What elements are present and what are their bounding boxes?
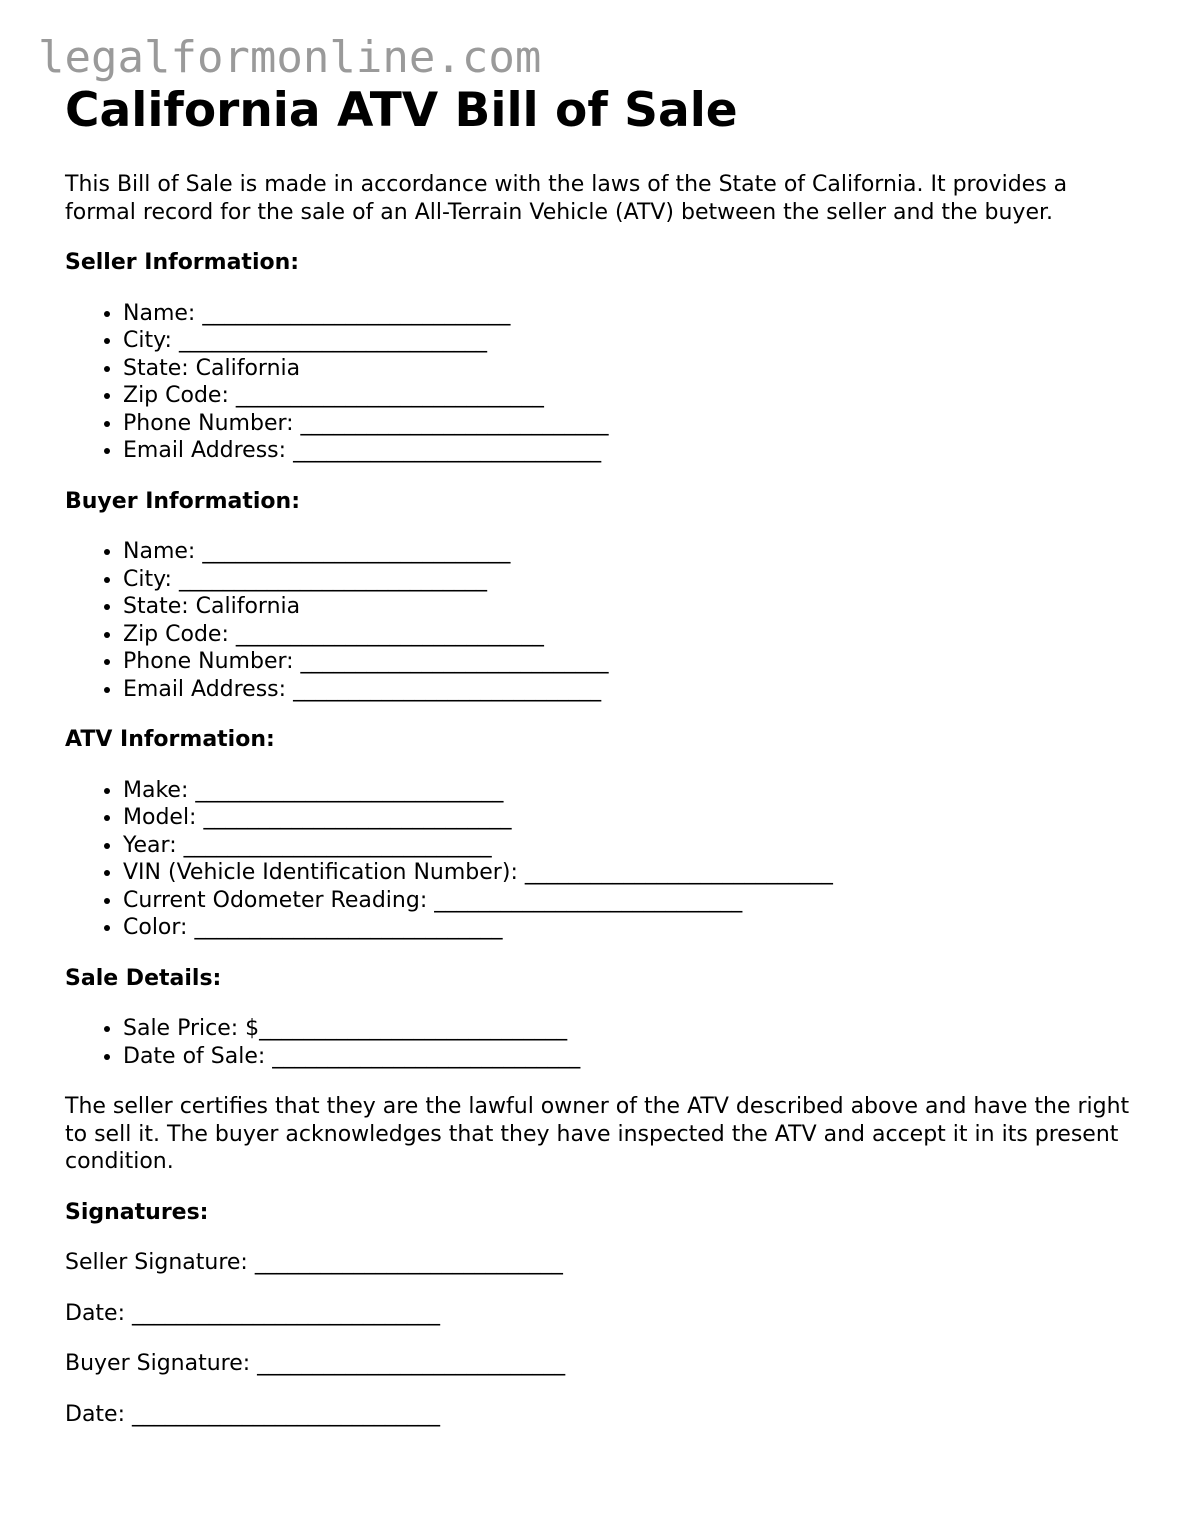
document-page bbox=[65, 82, 1135, 1428]
buyer-phone-field[interactable]: • Phone Number: ____________________________ bbox=[123, 648, 1135, 676]
atv-model-field[interactable]: • Model: ____________________________ bbox=[123, 804, 1135, 832]
atv-fields-list bbox=[65, 777, 1135, 942]
signatures-heading: Signatures: bbox=[65, 1199, 209, 1225]
seller-fields-list bbox=[65, 300, 1135, 465]
sale-fields-list bbox=[65, 1015, 1135, 1070]
buyer-signature-field[interactable]: Buyer Signature: ____________________________ bbox=[65, 1351, 566, 1376]
document-title: California ATV Bill of Sale bbox=[65, 83, 738, 138]
buyer-state-field: • State: California bbox=[123, 593, 1135, 621]
seller-zip-field[interactable]: • Zip Code: ____________________________ bbox=[123, 382, 1135, 410]
intro-paragraph: This Bill of Sale is made in accordance with the laws of the State of California. It provides a formal record for the sale of an All-Terrain Vehicle (ATV) between the seller and the buyer. bbox=[65, 172, 1068, 225]
seller-signature-date-field[interactable]: Date: ____________________________ bbox=[65, 1300, 440, 1326]
atv-make-field[interactable]: • Make: ____________________________ bbox=[123, 777, 1135, 805]
buyer-name-field[interactable]: • Name: ____________________________ bbox=[123, 538, 1135, 566]
buyer-city-field[interactable]: • City: ____________________________ bbox=[123, 566, 1135, 594]
buyer-zip-field[interactable]: • Zip Code: ____________________________ bbox=[123, 621, 1135, 649]
buyer-signature-date-field[interactable]: Date: ____________________________ bbox=[65, 1401, 440, 1427]
seller-name-field[interactable]: • Name: ____________________________ bbox=[123, 300, 1135, 328]
buyer-heading: Buyer Information: bbox=[65, 488, 300, 514]
buyer-fields-list bbox=[65, 538, 1135, 703]
seller-signature-field[interactable]: Seller Signature: ____________________________ bbox=[65, 1250, 563, 1275]
atv-color-field[interactable]: • Color: ____________________________ bbox=[123, 914, 1135, 942]
watermark-logo: legalformonline.com bbox=[38, 32, 542, 83]
atv-heading: ATV Information: bbox=[65, 727, 275, 752]
seller-heading: Seller Information: bbox=[65, 250, 300, 275]
seller-email-field[interactable]: • Email Address: ____________________________ bbox=[123, 437, 1135, 465]
atv-year-field[interactable]: • Year: ____________________________ bbox=[123, 832, 1135, 860]
seller-state-field: • State: California bbox=[123, 355, 1135, 383]
buyer-email-field[interactable]: • Email Address: ____________________________ bbox=[123, 676, 1135, 704]
atv-vin-field[interactable]: • VIN (Vehicle Identification Number): ____________________________ bbox=[123, 859, 1135, 887]
sale-price-field[interactable]: • Sale Price: $____________________________ bbox=[123, 1015, 1135, 1043]
seller-phone-field[interactable]: • Phone Number: ____________________________ bbox=[123, 410, 1135, 438]
atv-odometer-field[interactable]: • Current Odometer Reading: ____________________________ bbox=[123, 887, 1135, 915]
sale-heading: Sale Details: bbox=[65, 965, 222, 991]
certification-paragraph: The seller certifies that they are the lawful owner of the ATV described above and have the right to sell it. The buyer acknowledges that they have inspected the ATV and accept it in its present condition. bbox=[65, 1094, 1130, 1174]
sale-date-field[interactable]: • Date of Sale: ____________________________ bbox=[123, 1043, 1135, 1071]
seller-city-field[interactable]: • City: ____________________________ bbox=[123, 327, 1135, 355]
